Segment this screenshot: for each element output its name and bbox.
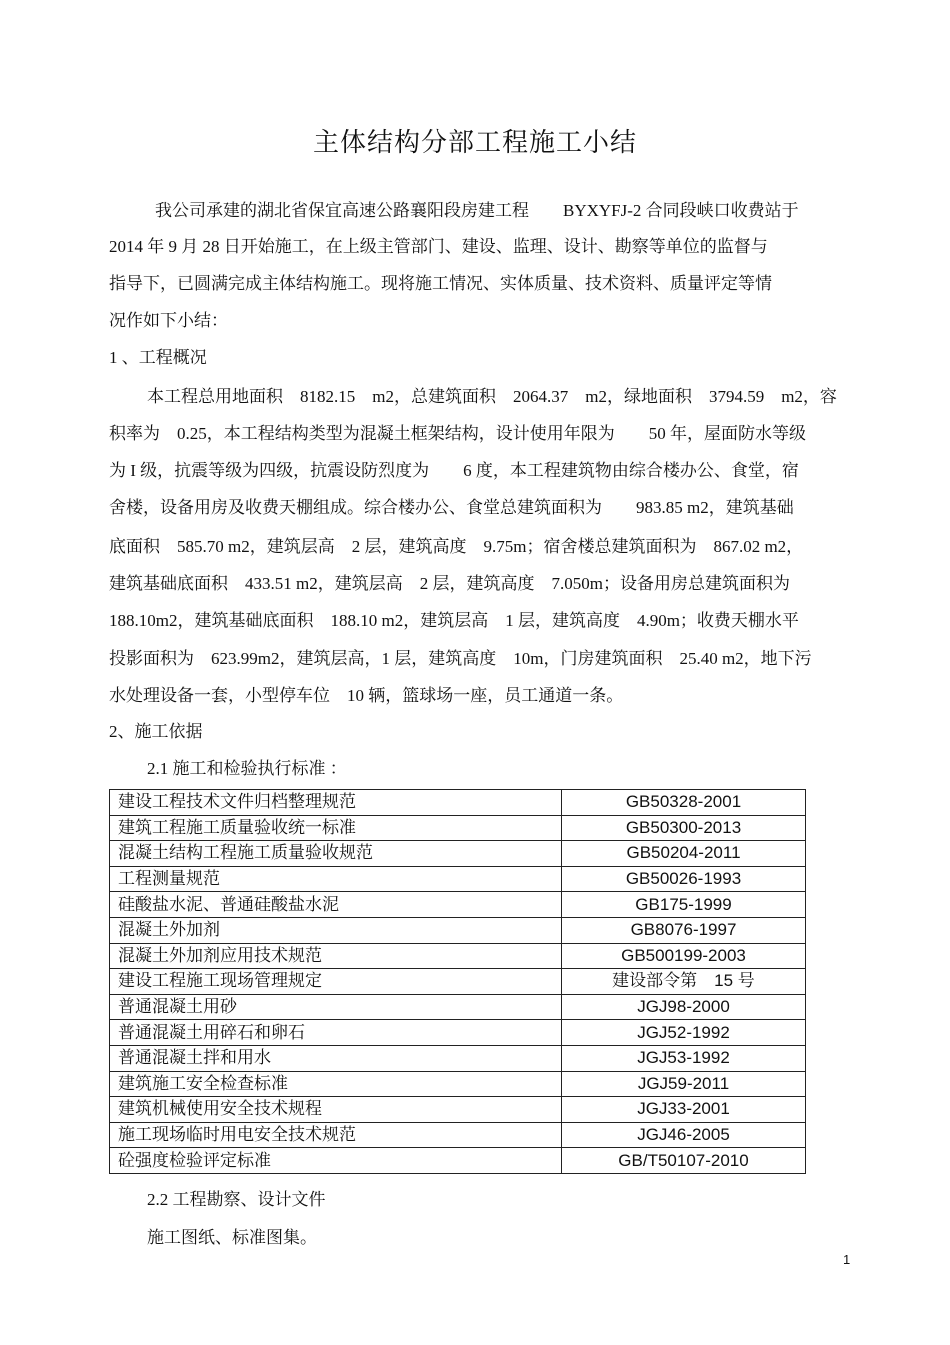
standard-name-cell: 工程测量规范 [110,866,562,892]
standard-name-cell: 硅酸盐水泥、普通硅酸盐水泥 [110,892,562,918]
standard-code-cell: GB175-1999 [562,892,806,918]
page-number: 1 [843,1252,851,1267]
standard-name-cell: 建设工程技术文件归档整理规范 [110,790,562,816]
standard-name-cell: 普通混凝土用砂 [110,994,562,1020]
section1-line: 积率为 0.25，本工程结构类型为混凝土框架结构，设计使用年限为 50 年，屋面防水等级 [109,424,806,443]
standard-code-cell: JGJ52-1992 [562,1020,806,1046]
standard-code-cell: 建设部令第 15 号 [562,969,806,995]
table-row [110,1020,806,1046]
standard-name-cell: 普通混凝土用碎石和卵石 [110,1020,562,1046]
intro-line: 2014 年 9 月 28 日开始施工，在上级主管部门、建设、监理、设计、勘察等单位的监督与 [109,237,768,256]
intro-line: 况作如下小结： [109,311,228,330]
standard-code-cell: GB/T50107-2010 [562,1148,806,1174]
section2-2-heading: 2.2 工程勘察、设计文件 [147,1190,326,1209]
standards-table [109,789,806,1174]
table-row [110,1148,806,1174]
table-row [110,1071,806,1097]
section2-2-body: 施工图纸、标准图集。 [147,1228,317,1247]
table-row [110,1122,806,1148]
section1-line: 188.10m2，建筑基础底面积 188.10 m2，建筑层高 1 层，建筑高度 4.90m；收费天棚水平 [109,611,799,630]
table-row [110,917,806,943]
standard-code-cell: GB50026-1993 [562,866,806,892]
page-title: 主体结构分部工程施工小结 [312,128,637,157]
standard-code-cell: GB50328-2001 [562,790,806,816]
section1-line: 底面积 585.70 m2，建筑层高 2 层，建筑高度 9.75m；宿舍楼总建筑面积为 867.02 m2， [109,537,804,556]
standard-code-cell: GB50204-2011 [562,841,806,867]
table-row [110,866,806,892]
table-row [110,969,806,995]
standard-code-cell: GB500199-2003 [562,943,806,969]
section1-line: 为 I 级，抗震等级为四级，抗震设防烈度为 6 度，本工程建筑物由综合楼办公、食堂，宿 [109,461,799,480]
standard-code-cell: JGJ53-1992 [562,1045,806,1071]
standard-name-cell: 建筑施工安全检查标准 [110,1071,562,1097]
table-row [110,815,806,841]
standard-name-cell: 混凝土外加剂应用技术规范 [110,943,562,969]
standard-code-cell: JGJ59-2011 [562,1071,806,1097]
standard-name-cell: 建筑机械使用安全技术规程 [110,1097,562,1123]
standards-table-body [110,790,806,1174]
table-row [110,1097,806,1123]
table-row [110,892,806,918]
table-row [110,841,806,867]
standard-name-cell: 混凝土外加剂 [110,917,562,943]
standard-name-cell: 施工现场临时用电安全技术规范 [110,1122,562,1148]
standard-code-cell: JGJ98-2000 [562,994,806,1020]
table-row [110,943,806,969]
table-row [110,994,806,1020]
standard-name-cell: 砼强度检验评定标准 [110,1148,562,1174]
standard-code-cell: GB50300-2013 [562,815,806,841]
section1-line: 建筑基础底面积 433.51 m2，建筑层高 2 层，建筑高度 7.050m；设备用房总建筑面积为 [109,574,790,593]
standard-code-cell: JGJ33-2001 [562,1097,806,1123]
section1-line: 投影面积为 623.99m2，建筑层高，1 层，建筑高度 10m，门房建筑面积 25.40 m2，地下污 [109,649,812,668]
standard-name-cell: 普通混凝土拌和用水 [110,1045,562,1071]
section2-heading: 2、施工依据 [109,722,203,741]
standard-code-cell: GB8076-1997 [562,917,806,943]
standard-name-cell: 建设工程施工现场管理规定 [110,969,562,995]
section2-1-heading: 2.1 施工和检验执行标准 ： [147,759,347,778]
standard-name-cell: 建筑工程施工质量验收统一标准 [110,815,562,841]
table-row [110,790,806,816]
intro-line: 指导下，已圆满完成主体结构施工。现将施工情况、实体质量、技术资料、质量评定等情 [109,274,772,293]
section1-line: 水处理设备一套，小型停车位 10 辆，篮球场一座，员工通道一条。 [109,686,624,705]
standard-name-cell: 混凝土结构工程施工质量验收规范 [110,841,562,867]
table-row [110,1045,806,1071]
standard-code-cell: JGJ46-2005 [562,1122,806,1148]
intro-line: 我公司承建的湖北省保宜高速公路襄阳段房建工程 BYXYFJ-2 合同段峡口收费站于 [155,201,799,220]
section1-line: 舍楼，设备用房及收费天棚组成。综合楼办公、食堂总建筑面积为 983.85 m2，建筑基础 [109,498,794,517]
section1-heading: 1 、工程概况 [109,348,207,367]
section1-line: 本工程总用地面积 8182.15 m2，总建筑面积 2064.37 m2，绿地面积 3794.59 m2，容 [147,387,837,406]
